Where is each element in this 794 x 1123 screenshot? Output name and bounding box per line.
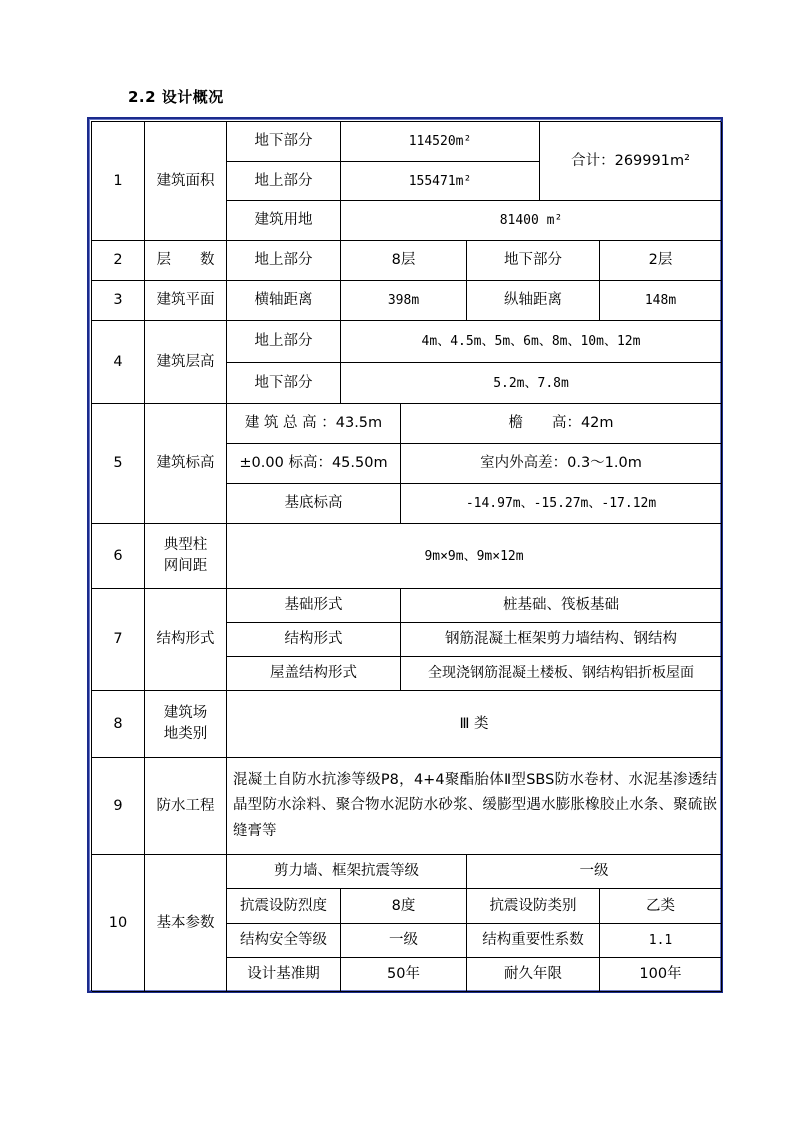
storey-above-value: 4m、4.5m、5m、6m、8m、10m、12m: [341, 321, 722, 363]
row-4-label: 建筑层高: [145, 321, 227, 404]
base-elevation-value: -14.97m、-15.27m、-17.12m: [401, 484, 722, 524]
safety-grade-value: 一级: [341, 924, 467, 958]
row-2-label: 层 数: [145, 241, 227, 281]
land-value: 81400 m²: [341, 201, 722, 241]
seismic-intensity-value: 8度: [341, 889, 467, 924]
floors-above-label: 地上部分: [227, 241, 341, 281]
site-category-value: Ⅲ 类: [227, 691, 722, 758]
seismic-category-label: 抗震设防类别: [467, 889, 600, 924]
row-3-label: 建筑平面: [145, 281, 227, 321]
design-period-value: 50年: [341, 958, 467, 992]
design-overview-table: [91, 121, 721, 991]
row-10-number: 10: [92, 855, 145, 992]
row-8-label-line-1: 建筑场: [163, 705, 208, 721]
v-axis-value: 148m: [600, 281, 722, 321]
eave-height: 檐 高：42m: [401, 404, 722, 444]
total-area: 合计：269991m²: [540, 122, 722, 201]
zero-elevation: ±0.00 标高：45.50m: [227, 444, 401, 484]
row-8-number: 8: [92, 691, 145, 758]
row-7-number: 7: [92, 589, 145, 691]
foundation-value: 桩基础、筏板基础: [401, 589, 722, 623]
foundation-label: 基础形式: [227, 589, 401, 623]
h-axis-value: 398m: [341, 281, 467, 321]
seismic-grade-value: 一级: [467, 855, 722, 889]
importance-factor-label: 结构重要性系数: [467, 924, 600, 958]
row-10-label: 基本参数: [145, 855, 227, 992]
v-axis-label: 纵轴距离: [467, 281, 600, 321]
column-grid-value: 9m×9m、9m×12m: [227, 524, 722, 589]
seismic-category-value: 乙类: [600, 889, 722, 924]
structure-value: 钢筋混凝土框架剪力墙结构、钢结构: [401, 623, 722, 657]
floors-above-value: 8层: [341, 241, 467, 281]
row-7-label: 结构形式: [145, 589, 227, 691]
row-1-number: 1: [92, 122, 145, 241]
row-4-number: 4: [92, 321, 145, 404]
row-6-label-line-2: 网间距: [163, 558, 208, 574]
durability-label: 耐久年限: [467, 958, 600, 992]
row-5-label: 建筑标高: [145, 404, 227, 524]
safety-grade-label: 结构安全等级: [227, 924, 341, 958]
importance-factor-value: 1.1: [600, 924, 722, 958]
roof-structure-value: 全现浇钢筋混凝土楼板、钢结构铝折板屋面: [401, 657, 722, 691]
indoor-outdoor-diff: 室内外高差：0.3～1.0m: [401, 444, 722, 484]
row-6-number: 6: [92, 524, 145, 589]
row-3-number: 3: [92, 281, 145, 321]
aboveground-label: 地上部分: [227, 162, 341, 201]
storey-above-label: 地上部分: [227, 321, 341, 363]
storey-below-value: 5.2m、7.8m: [341, 363, 722, 404]
design-period-label: 设计基准期: [227, 958, 341, 992]
underground-label: 地下部分: [227, 122, 341, 162]
row-8-label: [145, 691, 227, 758]
aboveground-value: 155471m²: [341, 162, 540, 201]
durability-value: 100年: [600, 958, 722, 992]
row-1-label: 建筑面积: [145, 122, 227, 241]
section-heading: 2.2 设计概况: [128, 88, 224, 106]
h-axis-label: 横轴距离: [227, 281, 341, 321]
row-6-label-line-1: 典型柱: [163, 537, 208, 553]
underground-value: 114520m²: [341, 122, 540, 162]
row-9-label: 防水工程: [145, 758, 227, 855]
storey-below-label: 地下部分: [227, 363, 341, 404]
row-5-number: 5: [92, 404, 145, 524]
floors-below-value: 2层: [600, 241, 722, 281]
row-9-number: 9: [92, 758, 145, 855]
row-8-label-line-2: 地类别: [163, 726, 208, 742]
total-height: 建 筑 总 高 ：43.5m: [227, 404, 401, 444]
seismic-intensity-label: 抗震设防烈度: [227, 889, 341, 924]
seismic-grade-label: 剪力墙、框架抗震等级: [227, 855, 467, 889]
structure-label: 结构形式: [227, 623, 401, 657]
roof-structure-label: 屋盖结构形式: [227, 657, 401, 691]
row-6-label: [145, 524, 227, 589]
base-elevation-label: 基底标高: [227, 484, 401, 524]
row-2-number: 2: [92, 241, 145, 281]
waterproofing-value: 混凝土自防水抗渗等级P8，4+4聚酯胎体Ⅱ型SBS防水卷材、水泥基渗透结晶型防水涂料、聚合物水泥防水砂浆、缓膨型遇水膨胀橡胶止水条、聚硫嵌缝膏等: [227, 758, 722, 855]
land-label: 建筑用地: [227, 201, 341, 241]
floors-below-label: 地下部分: [467, 241, 600, 281]
